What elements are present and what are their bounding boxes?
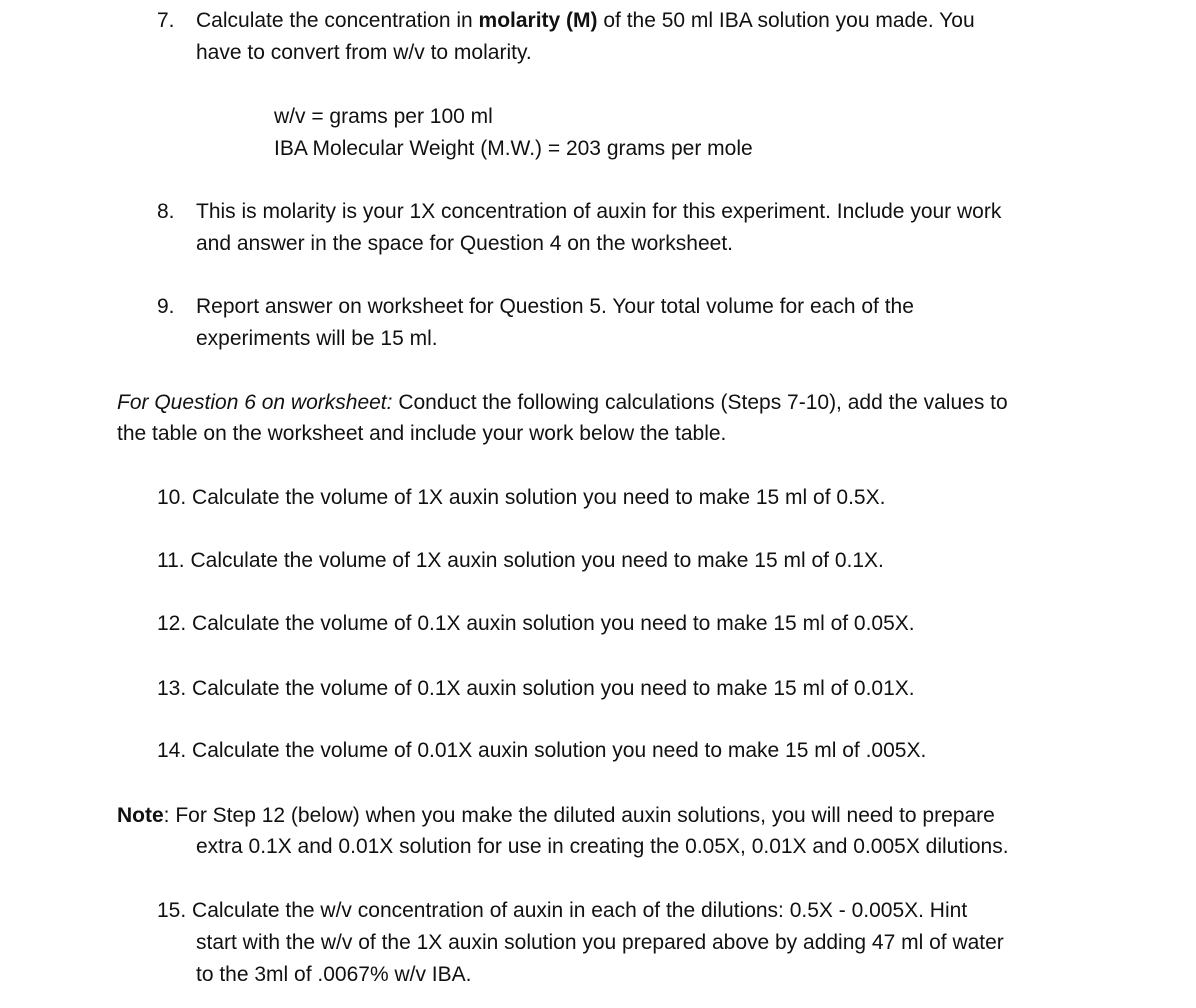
item-14: 14. Calculate the volume of 0.01X auxin solution you need to make 15 ml of .005X. bbox=[157, 739, 927, 762]
note-line-2: extra 0.1X and 0.01X solution for use in creating the 0.05X, 0.01X and 0.005X dilutions. bbox=[196, 835, 1009, 858]
formula-wv: w/v = grams per 100 ml bbox=[274, 105, 493, 128]
item-9-line-1: Report answer on worksheet for Question 5. Your total volume for each of the bbox=[196, 295, 914, 318]
question-6-rest: Conduct the following calculations (Steps 7-10), add the values to bbox=[392, 391, 1008, 414]
item-11: 11. Calculate the volume of 1X auxin solution you need to make 15 ml of 0.1X. bbox=[157, 549, 884, 572]
item-8-line-1: This is molarity is your 1X concentration of auxin for this experiment. Include your work bbox=[196, 200, 1002, 223]
question-6-line-2: the table on the worksheet and include your work below the table. bbox=[117, 422, 727, 445]
item-13: 13. Calculate the volume of 0.1X auxin solution you need to make 15 ml of 0.01X. bbox=[157, 677, 915, 700]
item-7-line-1 bbox=[196, 5, 975, 37]
question-6-line-1 bbox=[117, 387, 1008, 419]
item-8-line-2: and answer in the space for Question 4 on the worksheet. bbox=[196, 232, 733, 255]
item-7-text-pre: Calculate the concentration in bbox=[196, 9, 479, 32]
note-rest: : For Step 12 (below) when you make the diluted auxin solutions, you will need to prepare bbox=[163, 804, 995, 827]
note-label: Note bbox=[117, 804, 164, 827]
item-7-text-post: of the 50 ml IBA solution you made. You bbox=[597, 9, 975, 32]
question-6-italic: For Question 6 on worksheet: bbox=[117, 391, 393, 414]
item-9-number: 9. bbox=[157, 295, 175, 318]
item-9-line-2: experiments will be 15 ml. bbox=[196, 327, 438, 350]
item-7-molarity-bold: molarity (M) bbox=[478, 9, 598, 32]
item-8-number: 8. bbox=[157, 200, 175, 223]
note-line-1 bbox=[117, 800, 995, 832]
item-12: 12. Calculate the volume of 0.1X auxin solution you need to make 15 ml of 0.05X. bbox=[157, 612, 915, 635]
item-7-line-2: have to convert from w/v to molarity. bbox=[196, 41, 532, 64]
item-15-line-3: to the 3ml of .0067% w/v IBA. bbox=[196, 963, 472, 986]
item-7-number: 7. bbox=[157, 9, 175, 32]
formula-molecular-weight: IBA Molecular Weight (M.W.) = 203 grams per mole bbox=[274, 137, 753, 160]
item-15-line-1: 15. Calculate the w/v concentration of auxin in each of the dilutions: 0.5X - 0.005X. Hint bbox=[157, 899, 968, 922]
item-10: 10. Calculate the volume of 1X auxin solution you need to make 15 ml of 0.5X. bbox=[157, 486, 886, 509]
item-15-line-2: start with the w/v of the 1X auxin solution you prepared above by adding 47 ml of water bbox=[196, 931, 1004, 954]
